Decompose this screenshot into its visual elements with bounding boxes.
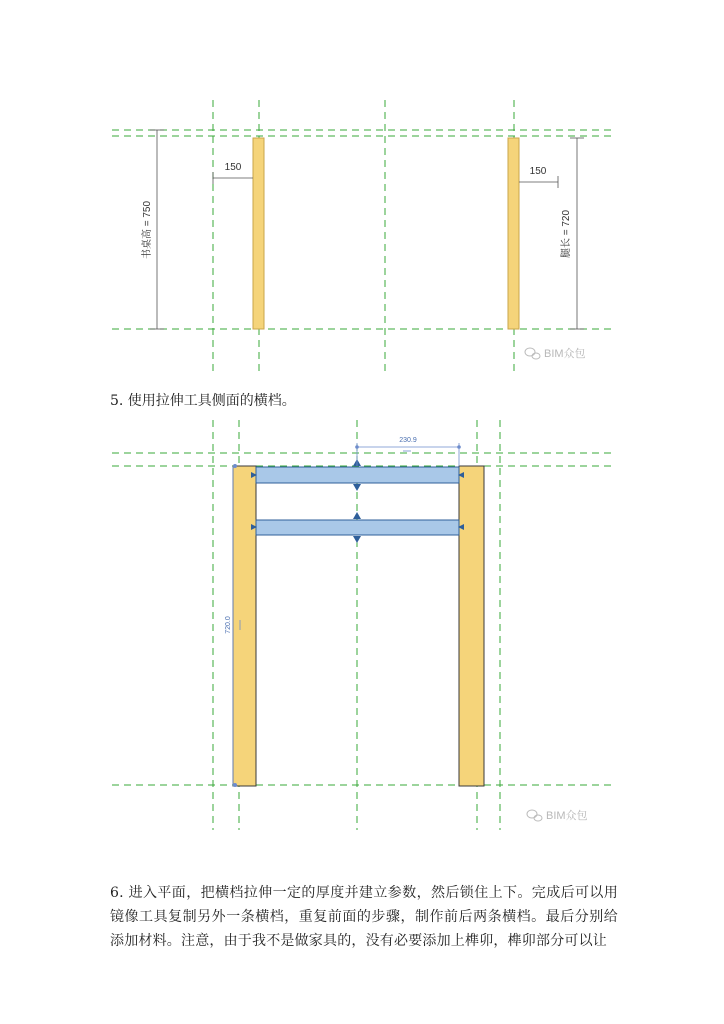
top-dim-label: 230.9	[399, 437, 417, 444]
watermark-text-1: BIM众包	[544, 348, 586, 360]
caption: 5. 使用拉伸工具侧面的横档。	[110, 393, 296, 409]
frame-right-post	[459, 466, 484, 786]
top-rail	[256, 467, 459, 483]
right-offset-label: 150	[529, 166, 547, 177]
figure-side-frame	[0, 415, 724, 835]
wechat-logo-icon	[525, 348, 540, 359]
leg-elevation-drawing	[0, 90, 724, 380]
frame-left-post	[233, 466, 256, 786]
watermark-2	[527, 808, 588, 822]
figure-leg-elevations	[0, 90, 724, 380]
side-dim-label: 720.0	[225, 616, 232, 634]
middle-rail	[256, 520, 459, 535]
left-offset-label: 150	[224, 162, 242, 173]
watermark-1	[525, 346, 586, 360]
left-leg	[253, 138, 264, 329]
right-height-label: 腿长 = 720	[561, 209, 572, 259]
side-frame-drawing	[0, 415, 724, 835]
instruction-paragraph: 6. 进入平面，把横档拉伸一定的厚度并建立参数，然后锁住上下。完成后可以用镜像工具复制另外一条横档，重复前面的步骤，制作前后两条横档。最后分别给添加材料。注意，由于我不是做家具的，没有必要添加上榫卯，榫卯部分可以让	[110, 885, 618, 949]
watermark-text-2: BIM众包	[546, 810, 588, 822]
right-leg	[508, 138, 519, 329]
top-dimension	[357, 443, 459, 466]
left-height-label: 书桌高 = 750	[142, 200, 153, 260]
wechat-logo-icon	[527, 810, 542, 821]
